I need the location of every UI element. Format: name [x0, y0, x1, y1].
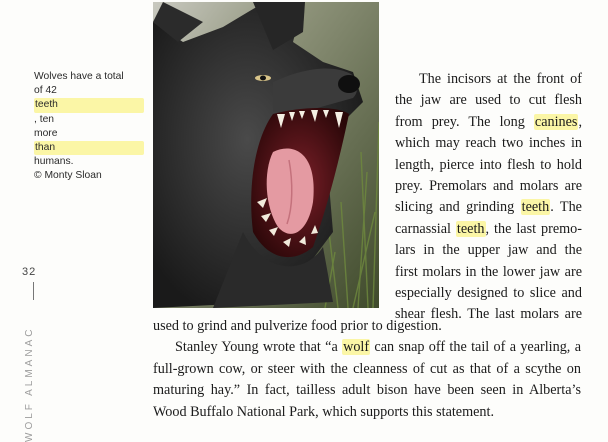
text-line: first molars in the lower jaw are — [395, 263, 582, 280]
text-line: which may reach two inches in — [395, 135, 582, 152]
body-text-column — [395, 69, 582, 326]
text-line: the jaw are used to cut flesh — [395, 92, 582, 109]
text-line: from prey. The long canines, — [395, 113, 582, 130]
running-head — [22, 302, 42, 442]
text-line: The incisors at the front of — [419, 71, 582, 87]
text-line: especially designed to slice and — [395, 285, 582, 302]
running-head-text: WOLF ALMANAC — [24, 326, 35, 442]
text-line: length, pierce into flesh to hold — [395, 156, 582, 173]
search-highlight: canines — [534, 113, 578, 130]
text-line: prey. Premolars and molars are — [395, 178, 582, 195]
text-line: slicing and grinding teeth. The — [395, 199, 582, 216]
caption-line: of 42 teeth , ten — [34, 84, 144, 127]
text-line: maturing hay.” In fact, tailless adult bison have been seen in Alberta’s — [153, 382, 581, 399]
text-line: Wood Buffalo National Park, which supports this statement. — [153, 403, 495, 420]
caption-line: Wolves have a total — [34, 71, 124, 82]
caption-line: more than humans. — [34, 127, 144, 170]
search-highlight: than — [34, 141, 144, 155]
search-highlight: teeth — [456, 220, 485, 237]
text-line: shear flesh. The last molars are — [395, 306, 582, 323]
folio-divider — [33, 282, 34, 300]
search-highlight: teeth — [34, 98, 144, 112]
text-line: Stanley Young wrote that “a wolf can snap off the tail of a yearling, a — [175, 339, 581, 356]
search-highlight: teeth — [521, 199, 550, 216]
wolf-photo-illustration — [153, 2, 379, 308]
photo-caption — [34, 70, 144, 184]
text-line: carnassial teeth, the last premo- — [395, 220, 582, 237]
text-line: lars in the upper jaw and the — [395, 242, 582, 259]
wolf-photo — [153, 2, 379, 308]
text-line: full-grown cow, or steer with the cleanness of cut as that of a scythe on — [153, 360, 581, 377]
text-line: used to grind and pulverize food prior to digestion. — [153, 318, 442, 334]
page-number: 32 — [22, 266, 37, 278]
search-highlight: wolf — [343, 339, 370, 356]
body-text-full-width — [153, 316, 581, 423]
photo-credit: © Monty Sloan — [34, 170, 102, 182]
